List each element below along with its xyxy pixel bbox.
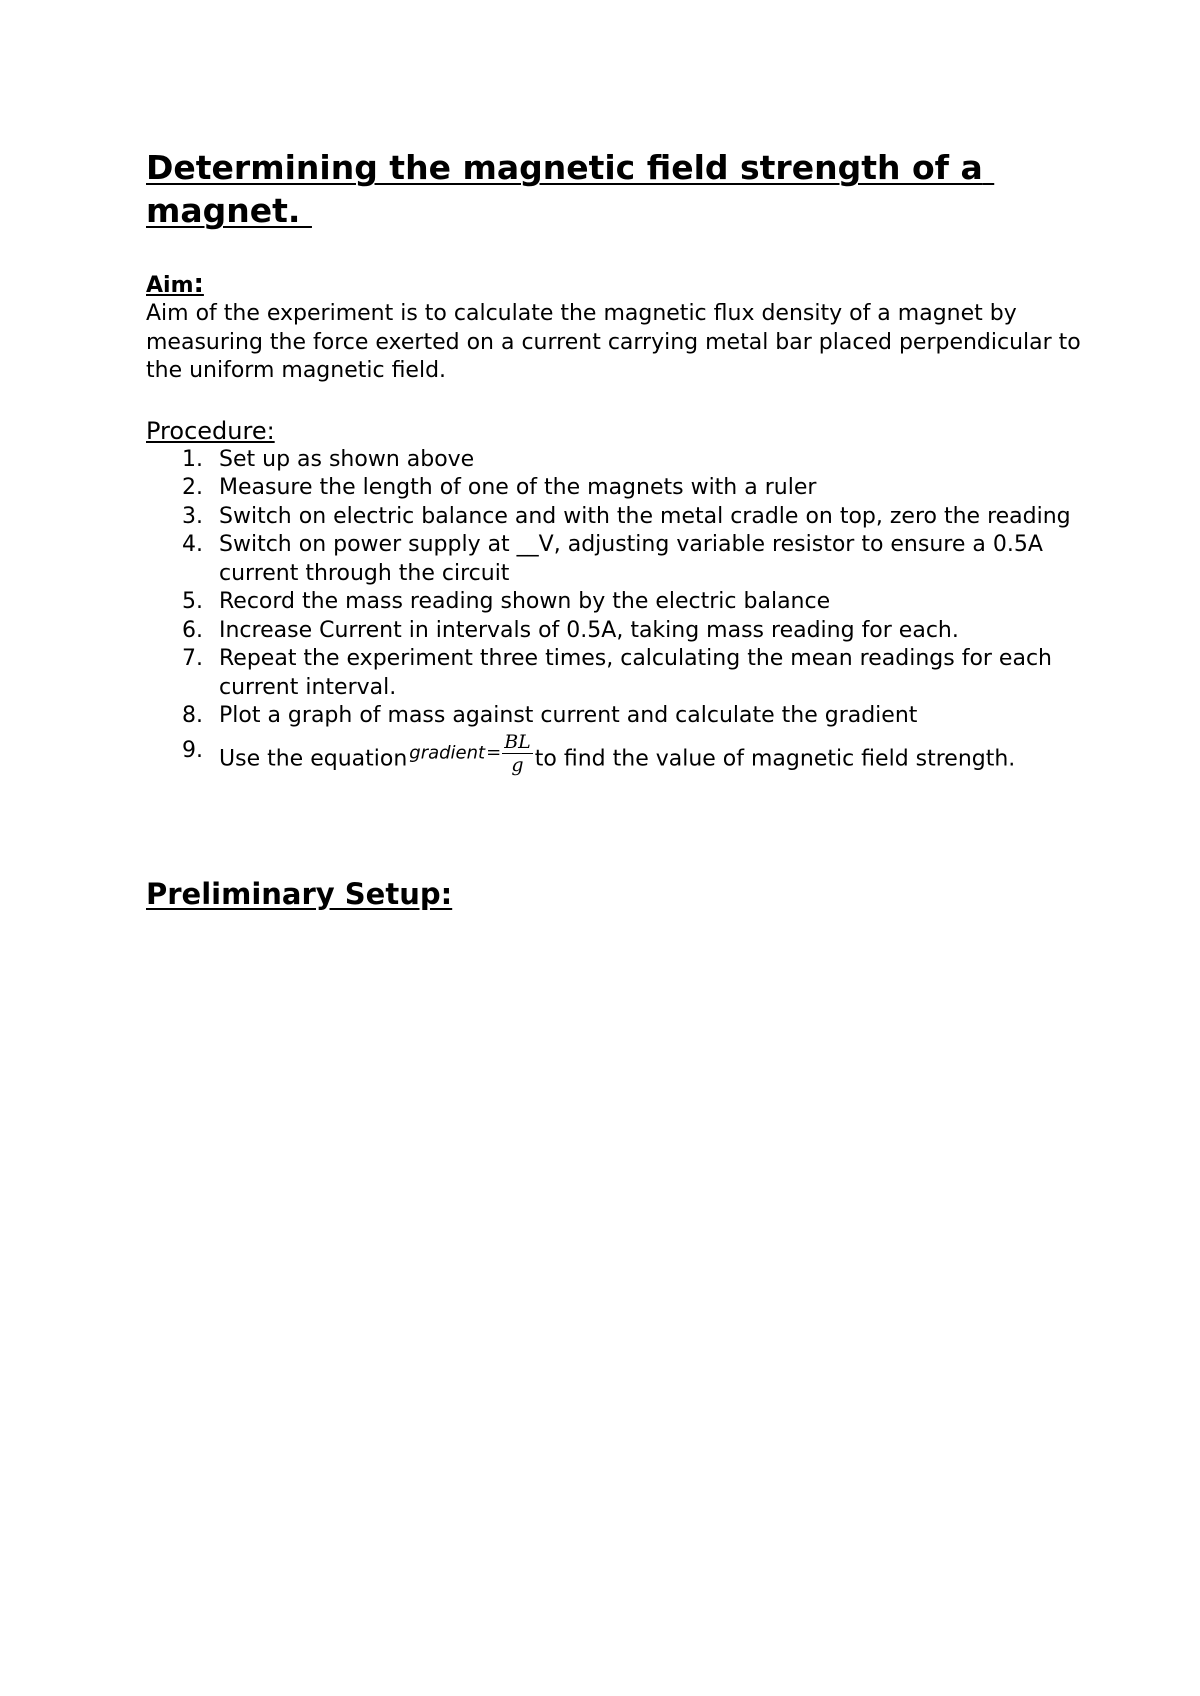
step-number: 1. [182,446,203,472]
procedure-step [146,617,1086,646]
procedure-step [146,503,1086,532]
step-text: Repeat the experiment three times, calculating the mean readings for each current interval. [219,646,1052,700]
procedure-step-formula [146,730,1086,782]
formula-denominator: g [511,753,524,776]
step-text: Measure the length of one of the magnets with a ruler [219,475,817,500]
step-number: 9. [182,737,203,763]
step-number: 4. [182,532,203,557]
procedure-step [146,474,1086,503]
formula-fraction [502,731,533,776]
step-number: 8. [182,703,203,728]
step-number: 5. [182,589,203,614]
aim-heading-colon: : [193,269,204,299]
document-page [146,146,1086,912]
formula-equals: = [486,741,502,763]
aim-heading [146,270,1086,300]
step-text: Plot a graph of mass against current and calculate the gradient [219,703,918,728]
formula-lhs: gradient [409,741,486,763]
step-number: 2. [182,475,203,500]
preliminary-setup-heading: Preliminary Setup: [146,876,453,911]
document-title: Determining the magnetic field strength of a magnet. [146,148,995,230]
procedure-step [146,446,1086,475]
procedure-step [146,588,1086,617]
step-text: Switch on power supply at __V, adjusting variable resistor to ensure a 0.5A current through the circuit [219,532,1043,586]
aim-paragraph: Aim of the experiment is to calculate the magnetic flux density of a magnet by measuring the force exerted on a current carrying metal bar placed perpendicular to the uniform magnetic field. [146,301,1081,383]
step-text: Record the mass reading shown by the electric balance [219,589,831,614]
step-number: 6. [182,617,203,643]
procedure-list [146,446,1086,782]
aim-heading-label: Aim [146,273,194,298]
step-text: Set up as shown above [219,446,475,472]
step-number: 7. [182,646,203,671]
step-number: 3. [182,503,203,529]
procedure-heading: Procedure: [146,416,275,445]
procedure-step [146,645,1086,702]
step-text: Switch on electric balance and with the metal cradle on top, zero the reading [219,503,1071,529]
formula-numerator: BL [504,730,531,753]
step-text-prefix: Use the equation [219,746,408,771]
step-text: Increase Current in intervals of 0.5A, taking mass reading for each. [219,617,959,643]
step-text-suffix: to find the value of magnetic field strength. [534,746,1016,771]
procedure-step [146,702,1086,731]
procedure-step [146,531,1086,588]
gradient-equation [409,731,533,776]
